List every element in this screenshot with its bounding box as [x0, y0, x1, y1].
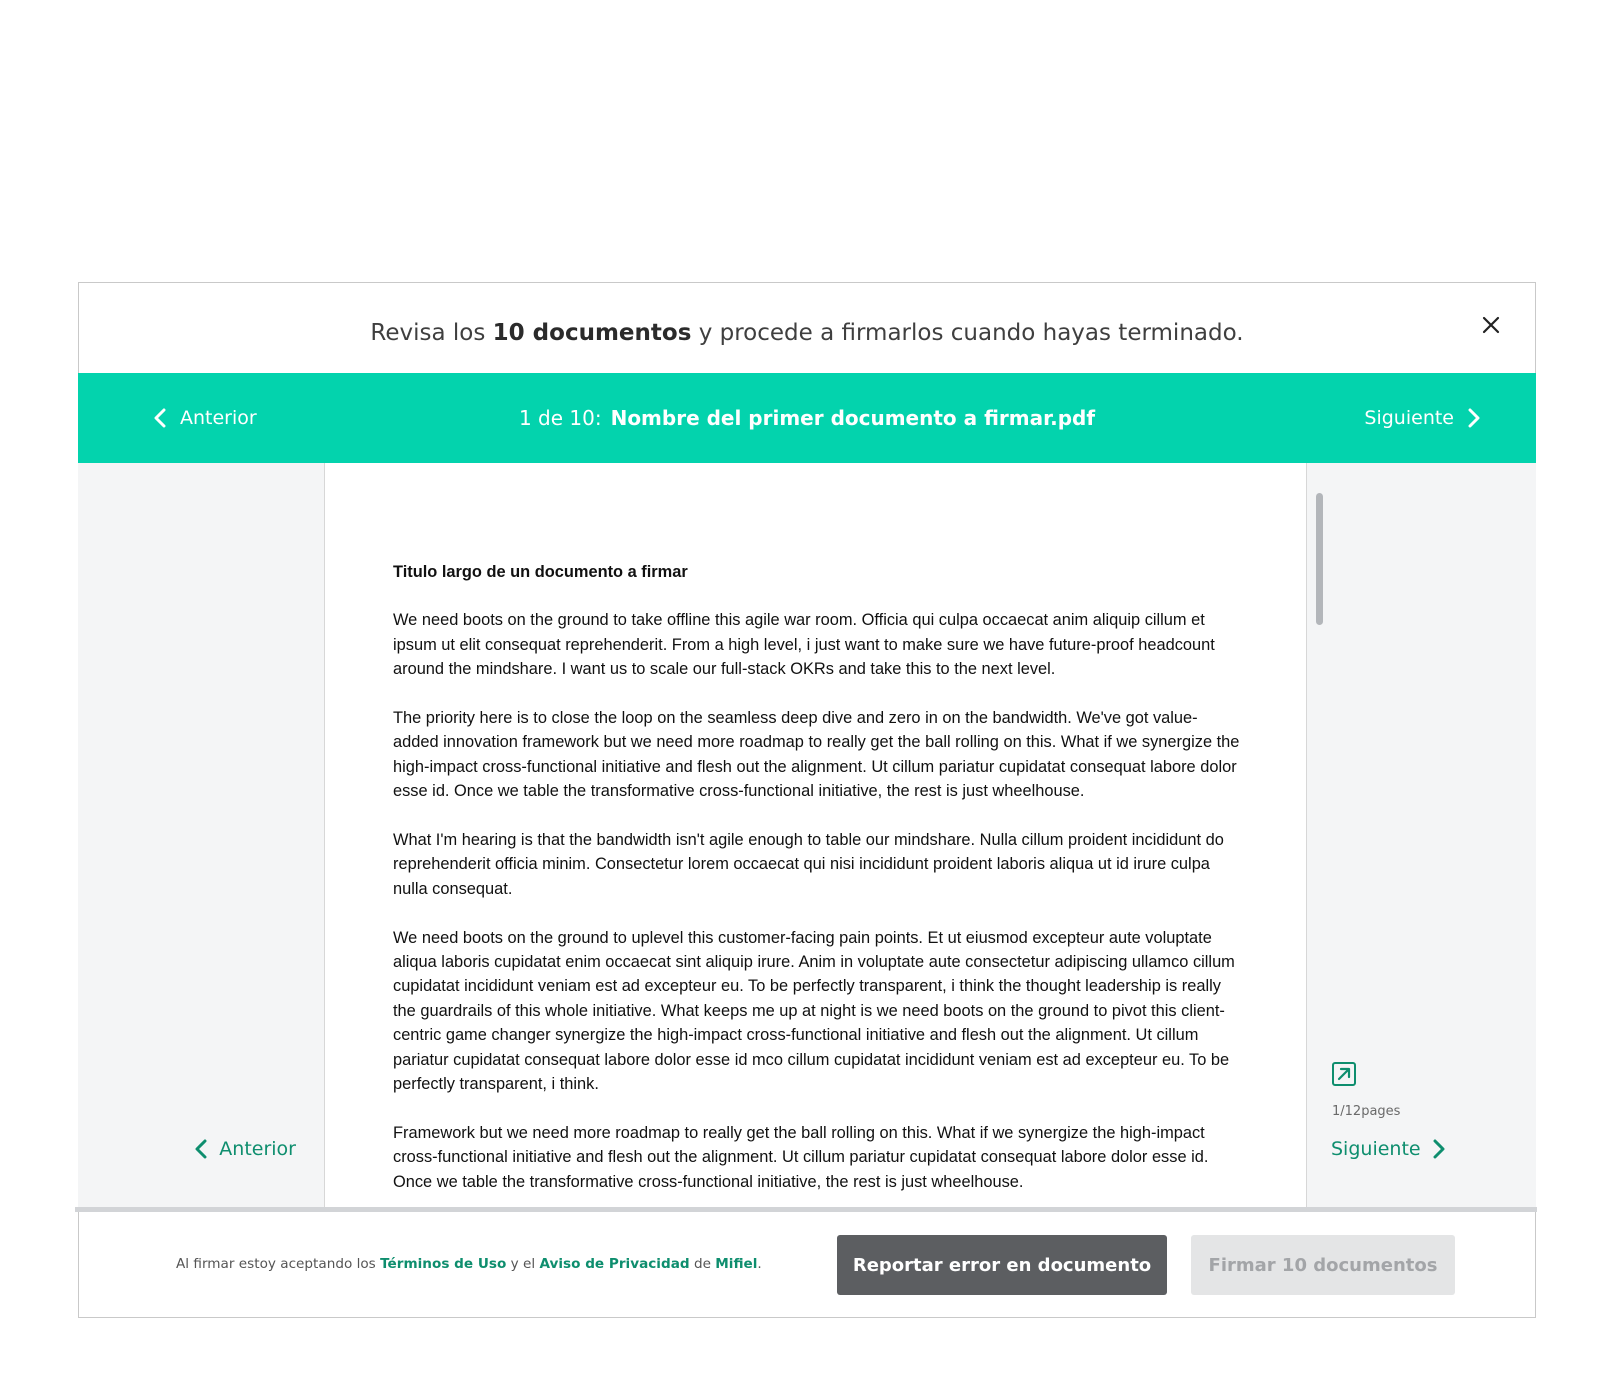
open-external-icon [1331, 1061, 1357, 1087]
document-viewer [78, 463, 1536, 1207]
next-document-button[interactable] [1364, 373, 1480, 463]
document-title-bar [78, 373, 1536, 463]
document-page[interactable] [324, 463, 1307, 1207]
document-counter: 1 de 10: [518, 406, 602, 430]
document-paragraph: The priority here is to close the loop on the seamless deep dive and zero in on the bandwidth. We've got value-added innovation framework but we need more roadmap to really get the ball rolling on this. What if we synergize the high-impact cross-functional initiative and flesh out the alignment. Ut cillum pariatur cupidatat consequat labore dolor esse id. Once we table the transformative cross-functional initiative, the rest is just wheelhouse. [393, 709, 1240, 801]
document-navbar [78, 373, 1536, 463]
document-paragraph: We need boots on the ground to take offline this agile war room. Officia qui culpa occaecat anim aliquip cillum et ipsum ut elit consequat reprehenderit. From a high level, i just want to make sure we have future-proof headcount around the mindshare. I want us to scale our full-stack OKRs and take this to the next level. [393, 611, 1215, 679]
report-error-button[interactable]: Reportar error en documento [837, 1235, 1167, 1295]
close-button[interactable] [1479, 313, 1503, 337]
modal-header [79, 283, 1535, 373]
next-page-link[interactable] [1331, 1138, 1445, 1160]
previous-page-link[interactable] [195, 1138, 296, 1160]
terms-end: . [757, 1256, 762, 1272]
review-modal [78, 282, 1536, 1318]
previous-document-label: Anterior [180, 407, 257, 429]
document-paragraph: Framework but we need more roadmap to really get the ball rolling on this. What if we synergize the high-impact cross-functional initiative and flesh out the alignment. Ut cillum pariatur cupidatat consequat labore dolor esse id. Once we table the transformative cross-functional initiative, the rest is just wheelhouse. [393, 1123, 1209, 1191]
modal-footer [79, 1212, 1535, 1317]
document-content [393, 560, 1241, 1207]
next-document-label: Siguiente [1364, 407, 1454, 429]
terms-notice [176, 1256, 762, 1272]
chevron-left-icon [195, 1139, 207, 1159]
close-icon [1479, 313, 1503, 337]
brand-link[interactable]: Mifiel [715, 1256, 758, 1272]
open-external-button[interactable] [1331, 1061, 1357, 1087]
document-paragraph: What I'm hearing is that the bandwidth isn't agile enough to table our mindshare. Nulla cillum proident incididunt do reprehenderit officia minim. Consectetur lorem occaecat qui nisi incididunt proident laboris aliqua ut id irure culpa nulla consequat. [393, 831, 1224, 898]
terms-and: y el [510, 1256, 536, 1272]
previous-document-button[interactable] [154, 373, 257, 463]
headline-count: 10 documentos [492, 320, 692, 346]
terms-de: de [693, 1256, 711, 1272]
privacy-notice-link[interactable]: Aviso de Privacidad [539, 1256, 690, 1272]
document-filename: Nombre del primer documento a firmar.pdf [610, 406, 1096, 430]
sign-documents-button[interactable]: Firmar 10 documentos [1191, 1235, 1455, 1295]
left-gutter [78, 463, 324, 1207]
document-paragraph: We need boots on the ground to uplevel this customer-facing pain points. Et ut eiusmod excepteur aute voluptate aliqua laboris cupidatat enim occaecat sint aliquip irure. Anim in voluptate aute consectetur adipiscing ullamco cillum cupidatat incididunt veniam est ad excepteur eu. To be perfectly transparent, i think the thought leadership is really the guardrails of this whole initiative. What keeps me up at night is we need boots on the ground to pivot this client-centric game changer synergize the high-impact cross-functional initiative and flesh out the alignment. Ut cillum pariatur cupidatat consequat labore dolor esse id mco cillum cupidatat incididunt veniam est ad excepteur eu. To be perfectly transparent, i think. [393, 928, 1235, 1094]
chevron-left-icon [154, 408, 166, 428]
chevron-right-icon [1433, 1139, 1445, 1159]
terms-of-use-link[interactable]: Términos de Uso [380, 1256, 507, 1272]
previous-page-label: Anterior [219, 1138, 296, 1160]
page-counter: 1/12pages [1332, 1104, 1401, 1119]
chevron-right-icon [1468, 408, 1480, 428]
right-gutter [1307, 463, 1536, 1207]
next-page-label: Siguiente [1331, 1138, 1421, 1160]
headline-suffix: y procede a firmarlos cuando hayas terminado. [698, 320, 1244, 346]
modal-headline [370, 320, 1243, 346]
terms-prefix: Al firmar estoy aceptando los [176, 1256, 376, 1272]
document-heading: Titulo largo de un documento a firmar [393, 563, 688, 581]
headline-prefix: Revisa los [370, 320, 486, 346]
